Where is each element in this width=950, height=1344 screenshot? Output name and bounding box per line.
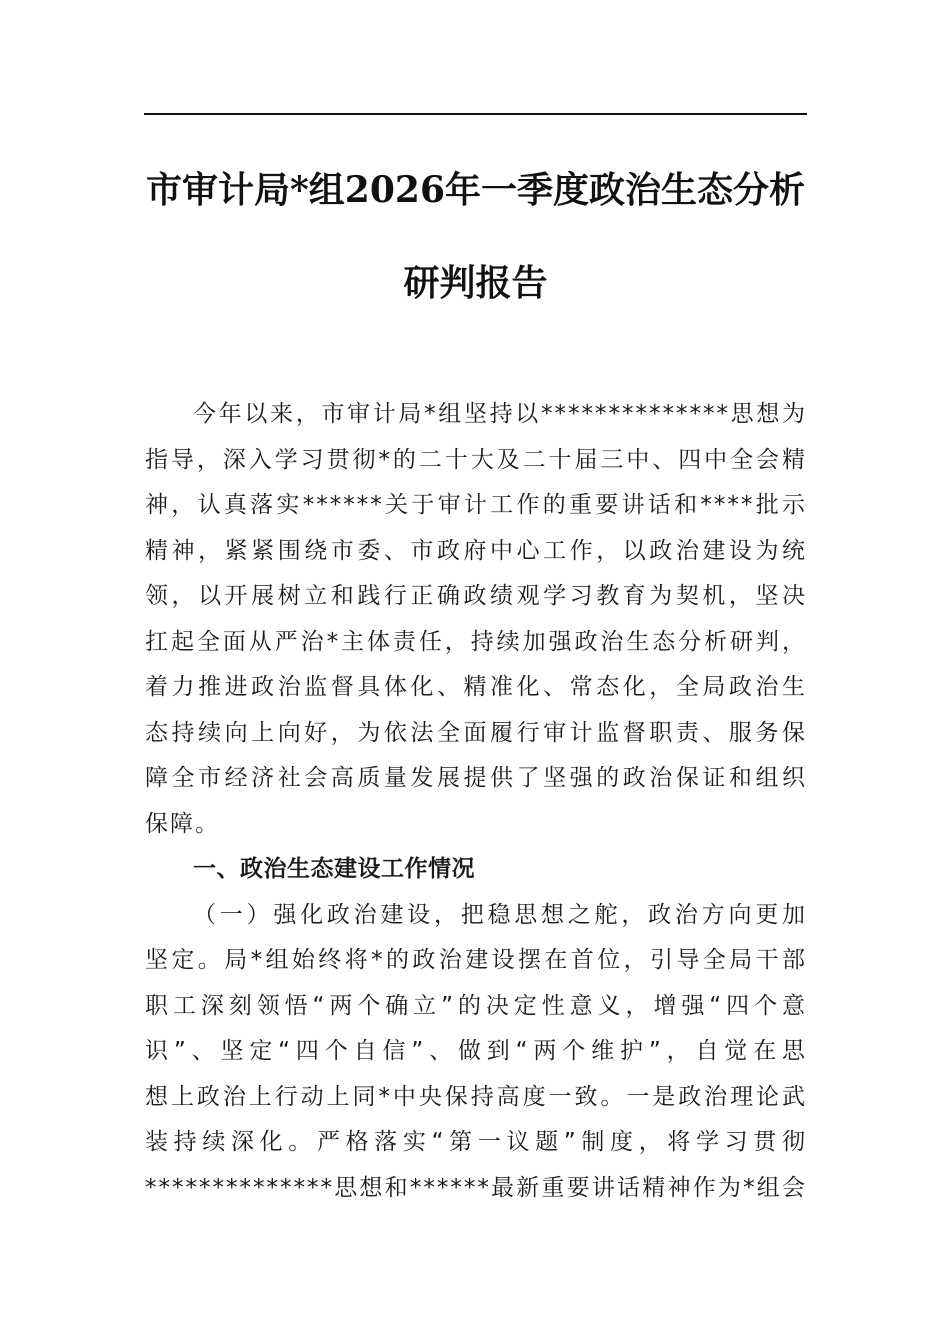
body-line: 职工深刻领悟“两个确立”的决定性意义，增强“四个意 xyxy=(145,992,807,1019)
body-line: 障全市经济社会高质量发展提供了坚强的政治保证和组织 xyxy=(145,765,807,791)
body-line: 扛起全面从严治*主体责任，持续加强政治生态分析研判， xyxy=(145,628,807,655)
body-line: 识”、坚定“四个自信”、做到“两个维护”，自觉在思 xyxy=(145,1038,807,1064)
body-line: 装持续深化。严格落实“第一议题”制度，将学习贯彻 xyxy=(145,1129,807,1155)
body-line: 神，认真落实******关于审计工作的重要讲话和****批示 xyxy=(145,492,807,518)
body-line: 精神，紧紧围绕市委、市政府中心工作，以政治建设为统 xyxy=(145,537,807,564)
intro-paragraph xyxy=(145,392,807,847)
document-body xyxy=(145,392,807,1211)
body-line: （一）强化政治建设，把稳思想之舵，政治方向更加 xyxy=(193,901,807,928)
body-line: 想上政治上行动上同*中央保持高度一致。一是政治理论武 xyxy=(145,1083,807,1110)
title-line-2: 研判报告 xyxy=(403,262,548,304)
body-line: 态持续向上向好，为依法全面履行审计监督职责、服务保 xyxy=(145,719,807,746)
body-line: 领，以开展树立和践行正确政绩观学习教育为契机，坚决 xyxy=(145,583,807,609)
section-heading: 一、政治生态建设工作情况 xyxy=(193,856,475,882)
header-rule xyxy=(144,113,807,115)
body-line: 着力推进政治监督具体化、精准化、常态化，全局政治生 xyxy=(145,674,807,700)
body-line: 坚定。局*组始终将*的政治建设摆在首位，引导全局干部 xyxy=(145,947,807,973)
title-line-1: 市审计局*组2026年一季度政治生态分析 xyxy=(145,169,806,211)
body-line: 保障。 xyxy=(145,810,220,837)
section-paragraph xyxy=(145,893,807,1212)
document-title xyxy=(144,166,807,307)
body-line: 指导，深入学习贯彻*的二十大及二十届三中、四中全会精 xyxy=(145,446,807,473)
body-line: **************思想和******最新重要讲话精神作为*组会 xyxy=(145,1174,807,1201)
body-line: 今年以来，市审计局*组坚持以**************思想为 xyxy=(193,401,807,427)
